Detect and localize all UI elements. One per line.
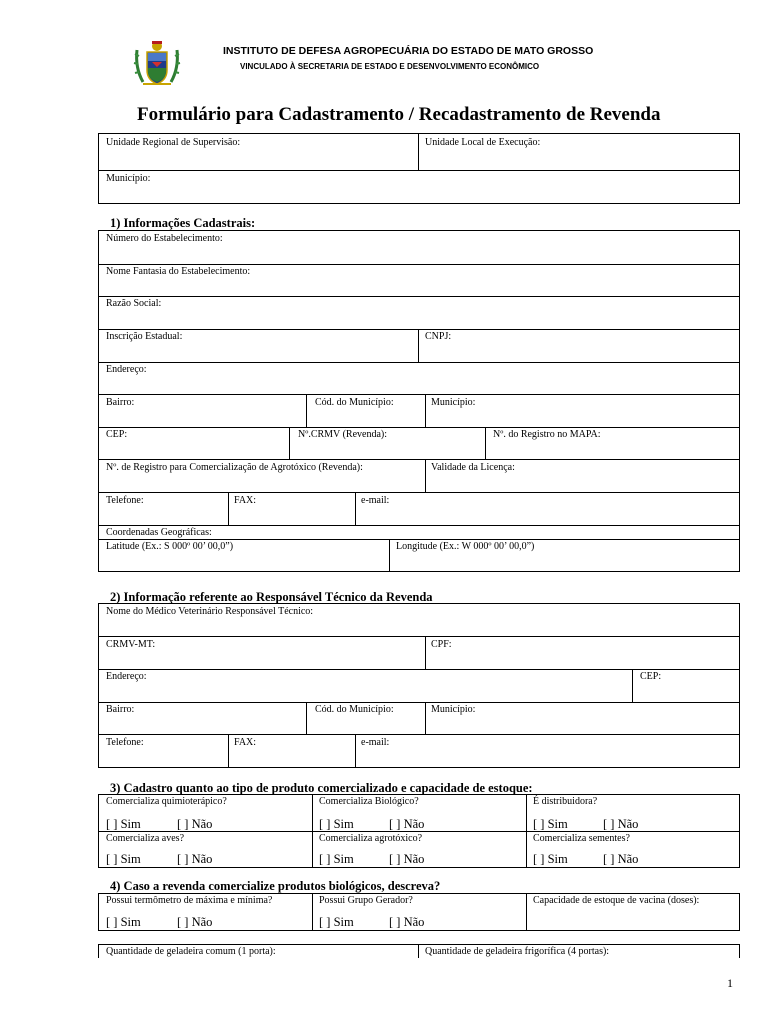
- institute-name: INSTITUTO DE DEFESA AGROPECUÁRIA DO ESTADO DE MATO GROSSO: [223, 45, 594, 57]
- crmv-revenda-field[interactable]: Nº.CRMV (Revenda):: [298, 429, 388, 440]
- institute-subtitle: VINCULADO À SECRETARIA DE ESTADO E DESENVOLVIMENTO ECONÔMICO: [240, 62, 540, 71]
- sementes-question: Comercializa sementes?: [533, 833, 630, 844]
- endereco-2-field[interactable]: Endereço:: [106, 671, 147, 682]
- bairro-2-field[interactable]: Bairro:: [106, 704, 135, 715]
- validade-licenca-field[interactable]: Validade da Licença:: [431, 462, 515, 473]
- section-1-heading: 1) Informações Cadastrais:: [110, 216, 256, 230]
- registro-agrotoxico-field[interactable]: Nº. de Registro para Comercialização de Agrotóxico (Revenda):: [106, 462, 363, 473]
- aves-sim-checkbox[interactable]: [ ] Sim: [106, 852, 141, 866]
- municipio-2-field[interactable]: Município:: [431, 704, 476, 715]
- cod-municipio-field[interactable]: Cód. do Município:: [315, 397, 394, 408]
- coat-of-arms-icon: [133, 38, 181, 88]
- email-2-field[interactable]: e-mail:: [361, 737, 390, 748]
- municipio-1-field[interactable]: Município:: [431, 397, 476, 408]
- biologico-question: Comercializa Biológico?: [319, 796, 419, 807]
- cnpj-field[interactable]: CNPJ:: [425, 331, 452, 342]
- aves-nao-checkbox[interactable]: [ ] Não: [177, 852, 213, 866]
- termometro-nao-checkbox[interactable]: [ ] Não: [177, 915, 213, 929]
- distribuidora-nao-checkbox[interactable]: [ ] Não: [603, 817, 639, 831]
- sementes-sim-checkbox[interactable]: [ ] Sim: [533, 852, 568, 866]
- nome-veterinario-field[interactable]: Nome do Médico Veterinário Responsável Técnico:: [106, 606, 314, 617]
- agrotoxico-question: Comercializa agrotóxico?: [319, 833, 423, 844]
- numero-estabelecimento-field[interactable]: Número do Estabelecimento:: [106, 233, 223, 244]
- biologico-nao-checkbox[interactable]: [ ] Não: [389, 817, 425, 831]
- termometro-question: Possui termômetro de máxima e mínima?: [106, 895, 273, 906]
- cod-municipio-2-field[interactable]: Cód. do Município:: [315, 704, 394, 715]
- unidade-local-field[interactable]: Unidade Local de Execução:: [425, 137, 541, 148]
- section-3-heading: 3) Cadastro quanto ao tipo de produto comercializado e capacidade de estoque:: [110, 781, 533, 795]
- gerador-question: Possui Grupo Gerador?: [319, 895, 413, 906]
- unidade-regional-field[interactable]: Unidade Regional de Supervisão:: [106, 137, 241, 148]
- agrotoxico-nao-checkbox[interactable]: [ ] Não: [389, 852, 425, 866]
- cep-field[interactable]: CEP:: [106, 429, 128, 440]
- longitude-field[interactable]: Longitude (Ex.: W 000º 00’ 00,0”): [396, 541, 535, 552]
- gerador-nao-checkbox[interactable]: [ ] Não: [389, 915, 425, 929]
- section-1-table: [98, 230, 740, 572]
- nome-fantasia-field[interactable]: Nome Fantasia do Estabelecimento:: [106, 266, 251, 277]
- capacidade-field[interactable]: Capacidade de estoque de vacina (doses):: [533, 895, 700, 906]
- quimio-sim-checkbox[interactable]: [ ] Sim: [106, 817, 141, 831]
- gerador-sim-checkbox[interactable]: [ ] Sim: [319, 915, 354, 929]
- bairro-field[interactable]: Bairro:: [106, 397, 135, 408]
- agrotoxico-sim-checkbox[interactable]: [ ] Sim: [319, 852, 354, 866]
- inscricao-estadual-field[interactable]: Inscrição Estadual:: [106, 331, 183, 342]
- telefone-2-field[interactable]: Telefone:: [106, 737, 144, 748]
- registro-mapa-field[interactable]: Nº. do Registro no MAPA:: [493, 429, 601, 440]
- page-number: 1: [727, 976, 733, 990]
- geladeira-frigorifica-field[interactable]: Quantidade de geladeira frigorífica (4 portas):: [425, 946, 610, 957]
- section-2-heading: 2) Informação referente ao Responsável Técnico da Revenda: [110, 590, 433, 604]
- section-4-heading: 4) Caso a revenda comercialize produtos biológicos, descreva?: [110, 879, 441, 893]
- fax-2-field[interactable]: FAX:: [234, 737, 257, 748]
- municipio-field[interactable]: Município:: [106, 173, 151, 184]
- telefone-field[interactable]: Telefone:: [106, 495, 144, 506]
- cep-2-field[interactable]: CEP:: [640, 671, 662, 682]
- geladeira-comum-field[interactable]: Quantidade de geladeira comum (1 porta):: [106, 946, 276, 957]
- coordenadas-label: Coordenadas Geográficas:: [106, 527, 212, 538]
- cpf-field[interactable]: CPF:: [431, 639, 452, 650]
- sementes-nao-checkbox[interactable]: [ ] Não: [603, 852, 639, 866]
- quimioterapico-question: Comercializa quimioterápico?: [106, 796, 227, 807]
- aves-question: Comercializa aves?: [106, 833, 185, 844]
- distribuidora-sim-checkbox[interactable]: [ ] Sim: [533, 817, 568, 831]
- page-title: Formulário para Cadastramento / Recadastramento de Revenda: [137, 104, 661, 125]
- latitude-field[interactable]: Latitude (Ex.: S 000º 00’ 00,0”): [106, 541, 234, 552]
- endereco-field[interactable]: Endereço:: [106, 364, 147, 375]
- fax-field[interactable]: FAX:: [234, 495, 257, 506]
- razao-social-field[interactable]: Razão Social:: [106, 298, 162, 309]
- termometro-sim-checkbox[interactable]: [ ] Sim: [106, 915, 141, 929]
- quimio-nao-checkbox[interactable]: [ ] Não: [177, 817, 213, 831]
- email-field[interactable]: e-mail:: [361, 495, 390, 506]
- biologico-sim-checkbox[interactable]: [ ] Sim: [319, 817, 354, 831]
- section-2-table: [98, 603, 740, 768]
- crmv-mt-field[interactable]: CRMV-MT:: [106, 639, 156, 650]
- distribuidora-question: É distribuidora?: [533, 796, 598, 807]
